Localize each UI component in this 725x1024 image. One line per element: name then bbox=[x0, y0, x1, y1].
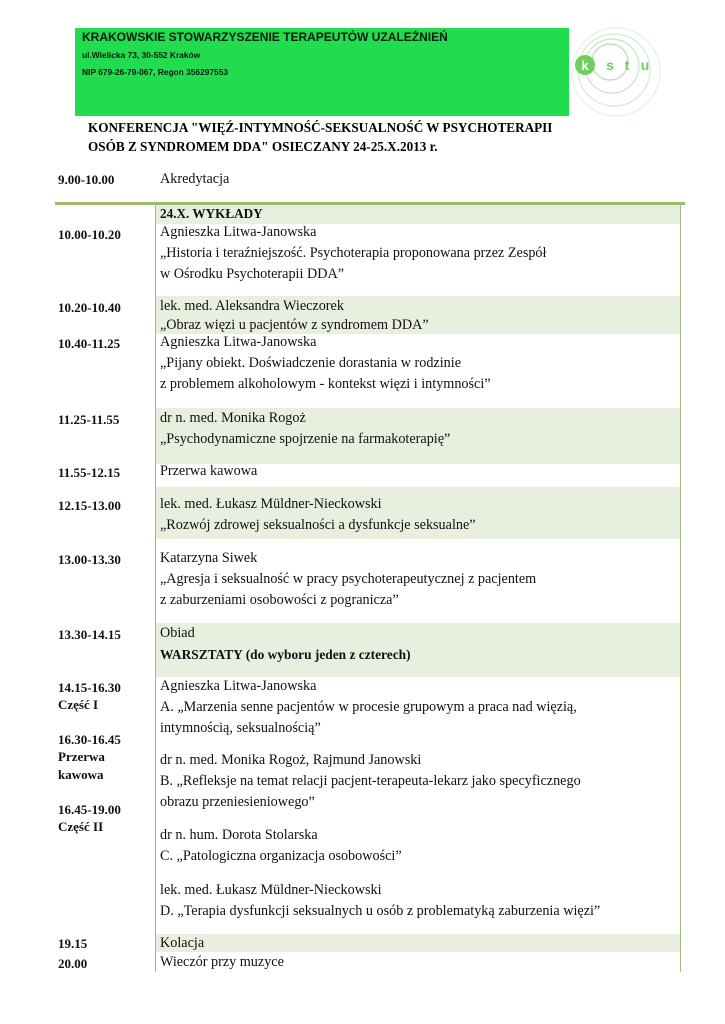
logo-letter-k: k bbox=[581, 58, 589, 73]
shade-r10 bbox=[155, 934, 680, 952]
workshop-b-line2: obrazu przeniesieniowego” bbox=[160, 794, 315, 810]
label-part1: Część I bbox=[58, 697, 99, 712]
time-r8: 13.30-14.15 bbox=[58, 627, 121, 642]
workshop-a-line2: intymnością, seksualnością” bbox=[160, 720, 321, 736]
time-r3: 10.40-11.25 bbox=[58, 336, 121, 351]
workshop-c-line1: C. „Patologiczna organizacja osobowości” bbox=[160, 848, 402, 864]
topic-r7-line1: „Agresja i seksualność w pracy psychoterapeutycznej z pacjentem bbox=[160, 571, 537, 587]
speaker-r4: dr n. med. Monika Rogoż bbox=[160, 410, 306, 426]
time-r7: 13.00-13.30 bbox=[58, 552, 121, 567]
org-name: KRAKOWSKIE STOWARZYSZENIE TERAPEUTÓW UZALEŻNIEŃ bbox=[82, 30, 448, 44]
topic-r4: „Psychodynamiczne spojrzenie na farmakoterapię” bbox=[160, 431, 451, 447]
speaker-r6: lek. med. Łukasz Müldner-Nieckowski bbox=[160, 496, 382, 512]
logo-letter-s: s bbox=[606, 57, 614, 73]
speaker-r7: Katarzyna Siwek bbox=[160, 550, 258, 566]
topic-r3-line1: „Pijany obiekt. Doświadczenie dorastania w rodzinie bbox=[160, 355, 461, 371]
time-r4: 11.25-11.55 bbox=[58, 412, 120, 427]
topic-r1-line2: w Ośrodku Psychoterapii DDA” bbox=[160, 266, 345, 282]
time-r6: 12.15-13.00 bbox=[58, 498, 121, 513]
workshop-c-speaker: dr n. hum. Dorota Stolarska bbox=[160, 827, 318, 843]
topic-r1-line1: „Historia i teraźniejszość. Psychoterapia proponowana przez Zespół bbox=[160, 245, 547, 261]
speaker-r1: Agnieszka Litwa-Janowska bbox=[160, 224, 317, 240]
workshop-d-speaker: lek. med. Łukasz Müldner-Nieckowski bbox=[160, 882, 382, 898]
topic-r6: „Rozwój zdrowej seksualności a dysfunkcje seksualne” bbox=[160, 517, 476, 533]
text-r10: Kolacja bbox=[160, 935, 205, 951]
workshop-a-speaker: Agnieszka Litwa-Janowska bbox=[160, 678, 317, 694]
workshop-b-speaker: dr n. med. Monika Rogoż, Rajmund Janowski bbox=[160, 752, 422, 768]
conference-title bbox=[88, 118, 648, 156]
text-r5: Przerwa kawowa bbox=[160, 463, 258, 479]
logo-letter-u: u bbox=[640, 57, 650, 73]
speaker-r3: Agnieszka Litwa-Janowska bbox=[160, 334, 317, 350]
time-r0: 9.00-10.00 bbox=[58, 172, 115, 187]
title-line-1: KONFERENCJA "WIĘŹ-INTYMNOŚĆ-SEKSUALNOŚĆ W PSYCHOTERAPII bbox=[88, 120, 553, 135]
label-part2: Część II bbox=[58, 819, 104, 834]
org-ids: NIP 679-26-79-067, Regon 356297553 bbox=[82, 67, 229, 77]
text-r0: Akredytacja bbox=[160, 171, 230, 187]
time-workshop-part2: 16.45-19.00 bbox=[58, 802, 121, 817]
time-r5: 11.55-12.15 bbox=[58, 465, 121, 480]
text-r11: Wieczór przy muzyce bbox=[160, 954, 284, 970]
label-break-2: kawowa bbox=[58, 767, 104, 782]
label-break-1: Przerwa bbox=[58, 749, 105, 764]
topic-r2: „Obraz więzi u pacjentów z syndromem DDA” bbox=[160, 317, 429, 333]
time-r1: 10.00-10.20 bbox=[58, 227, 121, 242]
time-workshop-part1: 14.15-16.30 bbox=[58, 680, 121, 695]
title-line-2: OSÓB Z SYNDROMEM DDA" OSIECZANY 24-25.X.2013 r. bbox=[88, 139, 438, 154]
table-column-divider bbox=[155, 202, 156, 972]
time-break: 16.30-16.45 bbox=[58, 732, 121, 747]
time-r11: 20.00 bbox=[58, 956, 88, 971]
logo-letter-t: t bbox=[624, 57, 630, 73]
workshop-a-line1: A. „Marzenia senne pacjentów w procesie grupowym a praca nad więzią, bbox=[160, 699, 577, 715]
workshop-b-line1: B. „Refleksje na temat relacji pacjent-terapeuta-lekarz jako specyficznego bbox=[160, 773, 581, 789]
kstu-logo bbox=[568, 26, 668, 118]
workshops-header: WARSZTATY (do wyboru jeden z czterech) bbox=[160, 647, 411, 662]
speaker-r2: lek. med. Aleksandra Wieczorek bbox=[160, 298, 344, 314]
org-address: ul.Wielicka 73, 30-552 Kraków bbox=[82, 50, 201, 60]
text-r8: Obiad bbox=[160, 625, 195, 641]
topic-r3-line2: z problemem alkoholowym - kontekst więzi i intymności” bbox=[160, 376, 491, 392]
table-right-border bbox=[680, 202, 681, 972]
topic-r7-line2: z zaburzeniami osobowości z pogranicza” bbox=[160, 592, 399, 608]
day-header: 24.X. WYKŁADY bbox=[160, 206, 263, 221]
workshop-d-line1: D. „Terapia dysfunkcji seksualnych u osób z problematyką zaburzenia więzi” bbox=[160, 903, 601, 919]
time-r10: 19.15 bbox=[58, 936, 88, 951]
time-r2: 10.20-10.40 bbox=[58, 300, 121, 315]
